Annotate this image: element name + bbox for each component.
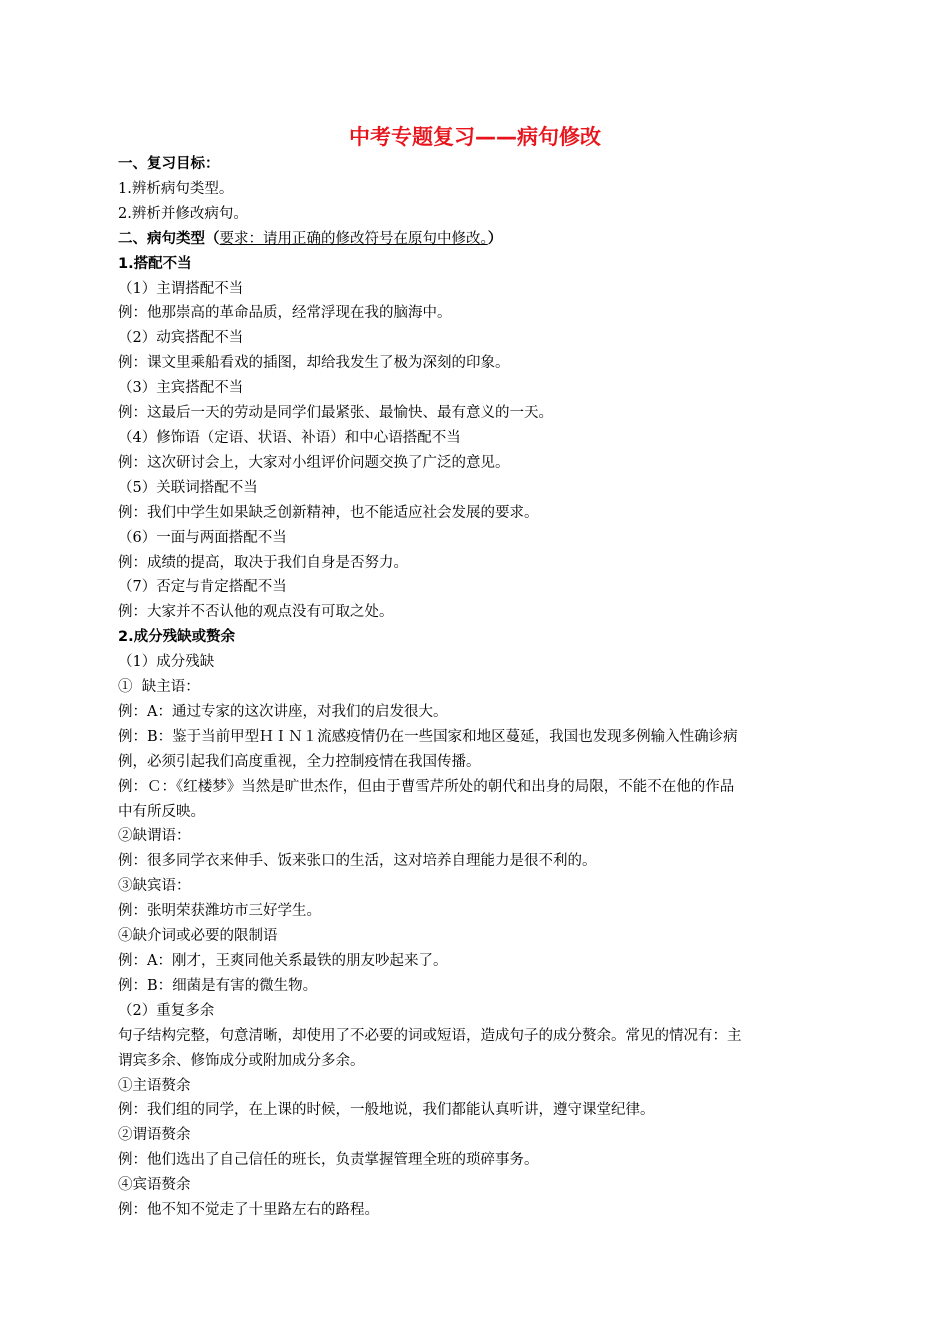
body-line — [118, 899, 840, 924]
line-text: 例：B：细菌是有害的微生物。 — [118, 977, 318, 994]
body-line — [118, 824, 840, 849]
body-line — [118, 526, 840, 551]
body-line — [118, 426, 840, 451]
line-text: ①主语赘余 — [118, 1077, 191, 1094]
body-line — [118, 301, 840, 326]
body-line — [118, 501, 840, 526]
body-line — [118, 1123, 840, 1148]
body-line — [118, 700, 840, 725]
line-text: 例：Ｃ：《红楼梦》当然是旷世杰作，但由于曹雪芹所处的朝代和出身的局限，不能不在他的作品 — [118, 778, 735, 795]
body-line — [118, 575, 840, 600]
document-title: 中考专题复习——病句修改 — [349, 125, 601, 149]
body-line — [118, 1074, 840, 1099]
body-line — [118, 924, 840, 949]
line-text: 例：这最后一天的劳动是同学们最紧张、最愉快、最有意义的一天。 — [118, 405, 553, 422]
body-line — [118, 1049, 840, 1074]
body-line — [118, 1148, 840, 1173]
line-text: 例：课文里乘船看戏的插图，却给我发生了极为深刻的印象。 — [118, 355, 510, 372]
line-text: ① 缺主语： — [118, 679, 200, 696]
line-text: 例：张明荣获潍坊市三好学生。 — [118, 903, 321, 920]
line-text: 中有所反映。 — [118, 803, 205, 820]
line-text: 例：他那崇高的革命品质，经常浮现在我的脑海中。 — [118, 305, 452, 322]
line-text: （2）动宾搭配不当 — [118, 330, 244, 347]
heading-text: 一、复习目标： — [118, 156, 220, 172]
body-line — [118, 849, 840, 874]
line-text: 例：我们组的同学，在上课的时候，一般地说，我们都能认真听讲，遵守课堂纪律。 — [118, 1102, 655, 1119]
line-text: 2.辨析并修改病句。 — [118, 205, 248, 222]
line-text: ②缺谓语： — [118, 828, 191, 845]
body-line — [118, 476, 840, 501]
body-line — [118, 551, 840, 576]
body-line — [118, 1024, 840, 1049]
body-line — [118, 351, 840, 376]
body-line — [118, 451, 840, 476]
body-line — [118, 277, 840, 302]
heading-text: 二、病句类型 — [118, 230, 205, 247]
line-text: ④宾语赘余 — [118, 1177, 191, 1194]
body-line — [118, 775, 840, 800]
body-line — [118, 800, 840, 825]
line-text: ④缺介词或必要的限制语 — [118, 928, 278, 945]
line-text: 例：很多同学衣来伸手、饭来张口的生活，这对培养自理能力是很不利的。 — [118, 853, 597, 870]
document-body — [118, 152, 840, 1223]
section-heading — [118, 152, 840, 177]
line-text: 例：B：鉴于当前甲型ＨＩＮ１流感疫情仍在一些国家和地区蔓延，我国也发现多例输入性确诊病 — [118, 728, 738, 745]
body-line — [118, 326, 840, 351]
body-line — [118, 725, 840, 750]
line-text: 谓宾多余、修饰成分或附加成分多余。 — [118, 1052, 365, 1069]
line-text: 例：他不知不觉走了十里路左右的路程。 — [118, 1202, 379, 1219]
line-text: 例：成绩的提高，取决于我们自身是否努力。 — [118, 554, 408, 571]
body-line — [118, 949, 840, 974]
line-text: （1）主谓搭配不当 — [118, 280, 244, 297]
line-text: ③缺宾语： — [118, 878, 191, 895]
section-heading — [118, 625, 840, 650]
body-line — [118, 650, 840, 675]
line-text: ②谓语赘余 — [118, 1127, 191, 1144]
body-line — [118, 1173, 840, 1198]
line-text: 例：A：刚才，王爽同他关系最铁的朋友吵起来了。 — [118, 953, 448, 969]
line-text: （2）重复多余 — [118, 1002, 215, 1019]
line-text: （6）一面与两面搭配不当 — [118, 529, 287, 546]
line-text: 例：A：通过专家的这次讲座，对我们的启发很大。 — [118, 703, 448, 720]
body-line — [118, 177, 840, 202]
requirement-note: （要求：请用正确的修改符号在原句中修改。） — [205, 230, 503, 247]
body-line — [118, 202, 840, 227]
line-text: （4）修饰语（定语、状语、补语）和中心语搭配不当 — [118, 429, 461, 446]
heading-text: 1.搭配不当 — [118, 255, 192, 272]
body-line — [118, 999, 840, 1024]
body-line — [118, 401, 840, 426]
line-text: 例：这次研讨会上，大家对小组评价问题交换了广泛的意见。 — [118, 454, 510, 471]
line-text: 例，必须引起我们高度重视，全力控制疫情在我国传播。 — [118, 753, 481, 770]
line-text: （5）关联词搭配不当 — [118, 479, 258, 496]
body-line — [118, 675, 840, 700]
line-text: （3）主宾搭配不当 — [118, 380, 244, 397]
heading-text: 2.成分残缺或赘余 — [118, 629, 236, 646]
line-text: 例：我们中学生如果缺乏创新精神，也不能适应社会发展的要求。 — [118, 504, 539, 521]
body-line — [118, 600, 840, 625]
body-line — [118, 1098, 840, 1123]
body-line — [118, 1198, 840, 1223]
section-heading — [118, 252, 840, 277]
body-line — [118, 376, 840, 401]
section-heading — [118, 227, 840, 252]
body-line — [118, 750, 840, 775]
body-line — [118, 874, 840, 899]
line-text: 句子结构完整，句意清晰，却使用了不必要的词或短语，造成句子的成分赘余。常见的情况有：主 — [118, 1027, 742, 1044]
line-text: 例：大家并不否认他的观点没有可取之处。 — [118, 604, 394, 621]
body-line — [118, 974, 840, 999]
line-text: 1.辨析病句类型。 — [118, 180, 234, 197]
line-text: （7）否定与肯定搭配不当 — [118, 579, 287, 596]
line-text: （1）成分残缺 — [118, 654, 215, 671]
line-text: 例：他们选出了自己信任的班长，负责掌握管理全班的琐碎事务。 — [118, 1152, 539, 1169]
